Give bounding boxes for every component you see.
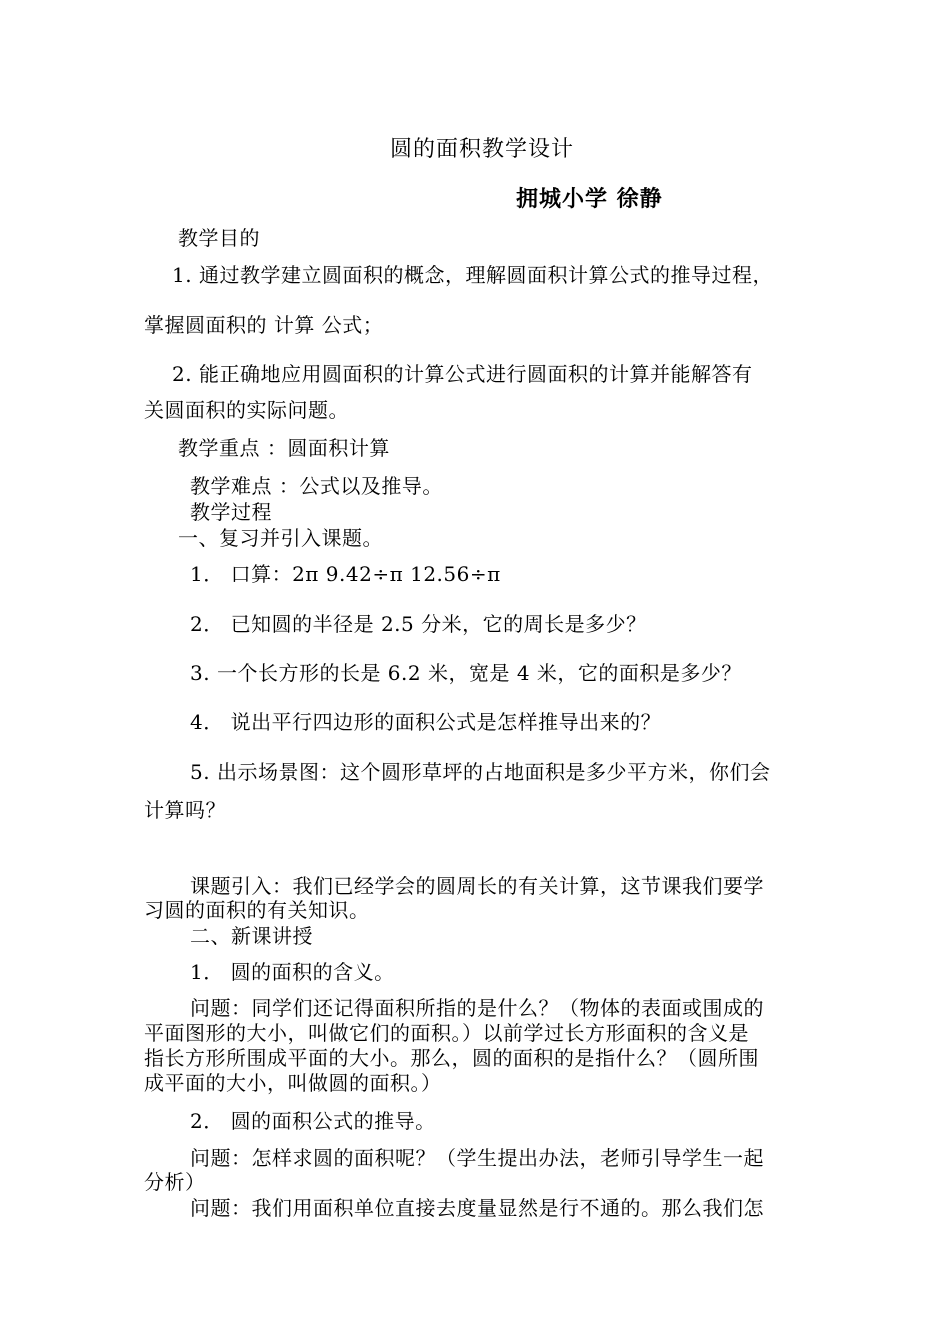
document-title: 圆的面积教学设计 (390, 137, 575, 162)
objective-2-line-1: 2. 能正确地应用圆面积的计算公式进行圆面积的计算并能解答有 (172, 362, 753, 386)
question-1-line-1: 问题：同学们还记得面积所指的是什么？（物体的表面或围成的 (190, 996, 764, 1020)
question-2-line-2: 分析） (144, 1170, 206, 1194)
process-heading: 教学过程 (190, 500, 272, 524)
document-author: 拥城小学 徐静 (516, 187, 663, 212)
key-point: 教学重点 ：圆面积计算 (178, 436, 390, 460)
question-1-line-3: 指长方形所围成平面的大小。那么，圆的面积的是指什么？（圆所围 (144, 1046, 759, 1070)
question-3-line-1: 问题：我们用面积单位直接去度量显然是行不通的。那么我们怎 (190, 1196, 764, 1220)
objective-2-line-2: 关圆面积的实际问题。 (144, 398, 349, 422)
question-1-line-4: 成平面的大小，叫做圆的面积。） (144, 1071, 442, 1095)
subsection-1-heading: 1． 圆的面积的含义。 (190, 960, 395, 984)
review-question-5-line-2: 计算吗？ (144, 798, 226, 822)
objectives-heading: 教学目的 (178, 226, 260, 250)
difficulty: 教学难点 ：公式以及推导。 (190, 474, 443, 498)
objective-1-line-1: 1. 通过教学建立圆面积的概念，理解圆面积计算公式的推导过程， (172, 263, 773, 287)
question-2-line-1: 问题：怎样求圆的面积呢？（学生提出办法，老师引导学生一起 (190, 1146, 764, 1170)
review-question-1: 1． 口算：2π 9.42÷π 12.56÷π (190, 562, 501, 586)
section-2-heading: 二、新课讲授 (190, 924, 313, 948)
review-question-4: 4． 说出平行四边形的面积公式是怎样推导出来的？ (190, 710, 662, 734)
question-1-line-2: 平面图形的大小，叫做它们的面积。）以前学过长方形面积的含义是 (144, 1021, 749, 1045)
review-question-5-line-1: 5. 出示场景图：这个圆形草坪的占地面积是多少平方米，你们会 (190, 760, 771, 784)
subsection-2-heading: 2． 圆的面积公式的推导。 (190, 1109, 436, 1133)
objective-1-line-2: 掌握圆面积的 计算 公式； (144, 313, 384, 337)
intro-line-2: 习圆的面积的有关知识。 (144, 898, 370, 922)
section-1-heading: 一、复习并引入课题。 (178, 526, 383, 550)
review-question-2: 2． 已知圆的半径是 2.5 分米，它的周长是多少？ (190, 612, 647, 636)
review-question-3: 3. 一个长方形的长是 6.2 米，宽是 4 米，它的面积是多少？ (190, 661, 742, 685)
intro-line-1: 课题引入：我们已经学会的圆周长的有关计算，这节课我们要学 (190, 874, 764, 898)
